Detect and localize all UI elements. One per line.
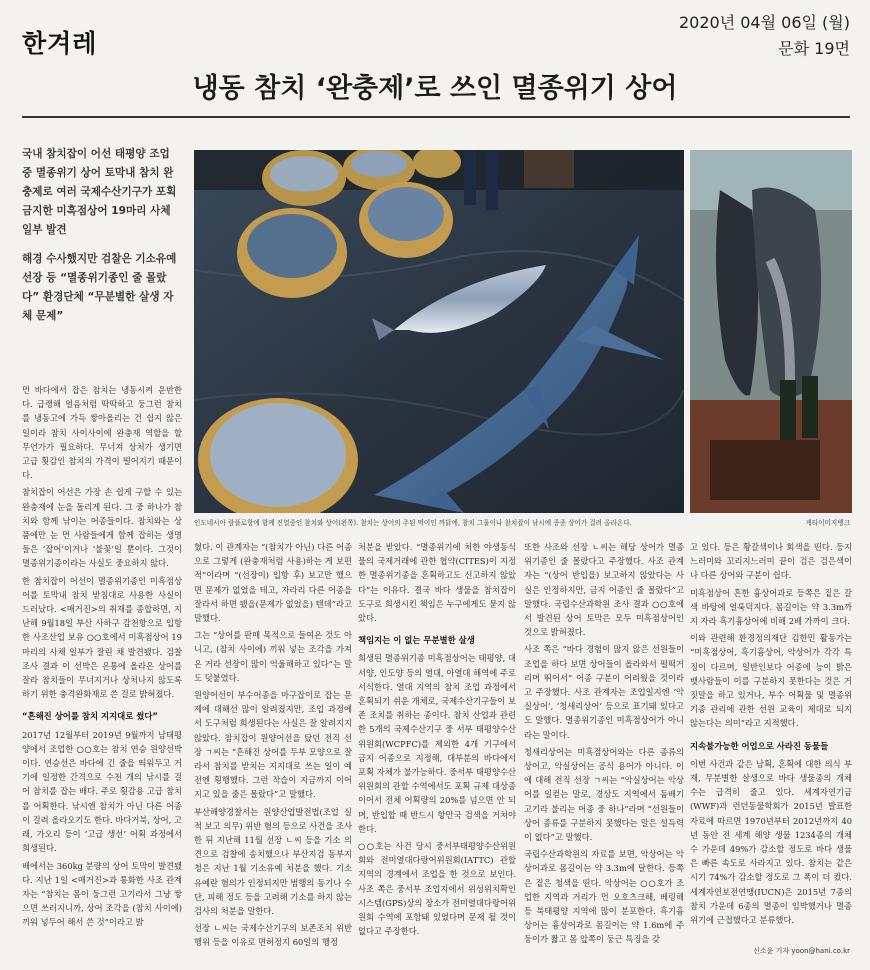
article-paragraph: 먼 바다에서 잡은 참치는 냉동시켜 운반한다. 급랭해 얼음처럼 딱딱하고 둥그런 참치를 냉동고에 가득 쌓아올리는 건 쉽지 않은 일이라 참치 사이사이에 완충재 역할을 할 무언가가 필요하다. 무너져 상처가 생기면 고급 횟감인 참치의 가격이 떨어지기 때문이다.	[22, 385, 182, 481]
reporter-byline: 신소윤 기자 yoon@hani.co.kr	[753, 947, 850, 955]
fish-market-photo	[194, 150, 684, 513]
article-paragraph: 고 있다. 등은 황갈색이나 회색을 띤다. 등지느러미와 꼬리지느러미 끝이 검은 검은색이나 다른 상어와 구분이 쉽다.	[690, 542, 852, 581]
dateline	[679, 10, 850, 62]
article-paragraph: 또한 사조와 선장 ㄴ씨는 해당 상어가 멸종위기종인 줄 몰랐다고 주장했다. 사조 관계자는 “(상어 반입을) 보고하지 않았다는 사실은 인정하지만, 금지 어종인 줄 몰랐다”고 말했다. 국립수산과학원 조사 결과 ○○호에서 발견된 상어 토막은 모두 미흑점상어인 것으로 밝혀졌다.	[524, 542, 684, 638]
article-paragraph: 이번 사건과 같은 남획, 혼획에 대한 의식 부재, 무분별한 살생으로 바다 생물종의 개체 수는 급격히 줄고 있다. 세계자연기금(WWF)과 런던동물학회가 2015년 발표한 자료에 따르면 1970년부터 2012년까지 40년 동안 전 세계 해양 생물 1234종의 개체 수 가운데 49%가 감소할 정도로 바다 생물은 빠른 속도로 사라지고 있다. 참치는 같은 시기 74%가 감소할 정도로 그 폭이 더 컸다. 세계자연보전연맹(IUCN)은 2015년 7종의 참치 가운데 6종의 멸종이 임박했거나 멸종위기에 근접했다고 분류했다.	[690, 758, 852, 926]
article-paragraph: 처분을 받았다. “멸종위기에 처한 야생동식물의 국제거래에 관한 협약(CITES)이 지정한 멸종위기종을 혼획하고도 신고하지 않았다”는 이유다. 결국 바다 생물을 참치잡이 도구로 희생시킨 책임은 누구에게도 묻지 않았다.	[358, 542, 516, 624]
article-paragraph: 이와 관련해 환경정의재단 김한민 활동가는 “미흑점상어, 흑기흉상어, 악상어가 각각 특징이 다르며, 일반인보다 어종에 능이 밝은 뱃사람들이 이를 구분하지 못한다는 것은 거짓말을 하고 있거나, 부수 어획물 및 멸종위기종 관리에 관한 선원 교육이 제대로 되지 않는다는 의미”라고 지적했다.	[690, 633, 852, 729]
article-paragraph: 사조 쪽은 “바다 경험이 많지 않은 선원들이 조업을 하다 보면 상어들이 올라와서 펄떡거리며 뛰어서” 어종 구분이 어려웠을 것이라고 주장했다. 사조 관계자는 조업일지엔 ‘악실상어’, ‘청새리상어’ 등으로 표기돼 있다고도 말했다. 멸종위기종인 미흑점상어가 아니라는 말이다.	[524, 644, 684, 740]
photo-credit: 게티이미지뱅크	[805, 519, 850, 527]
section-subhead: “흔해진 상어를 참치 지지대로 썼다”	[22, 711, 158, 722]
article-paragraph: 그는 “상어를 판매 목적으로 들여온 것도 아니고, (참치 사이에) 끼워 넣는 조각을 가져온 거라 선장이 많이 억울해하고 있다”는 말도 덧붙였다.	[194, 630, 352, 683]
article-paragraph: 배에서는 360kg 분량의 상어 토막이 발견됐다. 지난 1일 <매거진>과 통화한 사조 관계자는 “참치는 몸이 둥그런 고기라서 그냥 쌓으면 쓰러지니까, 상어 조각을 (참치 사이에) 끼워 넣두어 해서 쓴 것”이라고 밝	[22, 860, 182, 928]
sub-headline-2: 해경 수사했지만 검찰은 기소유예 선장 등 “멸종위기종인 줄 몰랐다” 환경단체 “무분별한 살생 자체 문제”	[22, 253, 177, 322]
section-subhead: 지속불가능한 어업으로 사라진 동물들	[690, 740, 829, 751]
article-column-4	[524, 540, 684, 960]
article-paragraph: 미흑점상어 흔한 흉상어과로 등쪽은 짙은 갈색 바탕에 얼룩덕지다. 몸길이는 약 3.3m까지 자라 흑기흉상어에 비해 2배 가까이 크다.	[690, 587, 852, 627]
photo-caption: 인도네시아 람플로항에 함께 진열중인 참치와 상어(왼쪽). 참치는 상어의 주된 먹이인 까닭에, 참치 그물이나 참치잡이 낚시에 종종 상어가 걸려 올라온다.	[194, 519, 632, 527]
article-paragraph: 혔다. 이 관계자는 “(참치가 아닌) 다른 어종으로 그렇게 (완충재처럼 사용)하는 게 보편적”이라며 “(선장이) 입항 후) 보고만 했으면 문제가 없었을 테고, 자라리 다른 어종을 잘라서 하면 됐을(문제가 없었을) 텐데”라고 말했다.	[194, 542, 352, 624]
article-paragraph: 선장 ㄴ씨는 국제수산기구의 보존조치 위반 행위 등을 이유로 면허정지 60일의 행정	[194, 923, 352, 948]
sub-headline-1: 국내 참치잡이 어선 태평양 조업 중 멸종위기 상어 토막내 참치 완충제로 여러 국제수산기구가 포획 금지한 미흑점상어 19마리 사체 일부 발견	[22, 148, 177, 236]
article-paragraph: 부산해양경찰서는 원양산업발전법(조업 실적 보고 의무) 위반 혐의 등으로 사건을 조사한 뒤 지난해 11월 선장 ㄴ씨 등을 기소 의견으로 검찰에 송치했으나 부산지검 동부지청은 지난 1월 기소유예 처분을 했다. 기소유예란 혐의가 인정되지만 범행의 동기나 수단, 피해 정도 등을 고려해 기소를 하지 않는 검사의 처분을 말한다.	[194, 806, 352, 917]
article-paragraph: 한 참치잡이 어선이 멸종위기종인 미흑점상어를 토막내 참치 받침대로 사용한 사실이 드러났다. <매거진>의 취재를 종합하면, 지난해 9월18일 부산 사하구 감천항으로 입항한 사조산업 보유 ○○호에서 미흑점상어 19마리의 사체 일부가 잘린 채 발견됐다. 검찰 조사 결과 이 선박은 온통에 올라온 상어를 잘라 참치들이 무너지거나 상처나지 않도록 하기 위한 충격완화재로 쓴 걸로 밝혀졌다.	[22, 575, 182, 700]
article-column-1	[22, 383, 182, 963]
publish-date: 2020년 04월 06일 (월)	[678, 13, 850, 32]
newspaper-masthead: 한겨레	[22, 29, 98, 58]
hanging-tuna-photo	[690, 150, 852, 513]
article-column-2	[194, 540, 352, 960]
article-column-3	[358, 540, 516, 960]
section-subhead: 책임지는 이 없는 무분별한 살생	[358, 635, 475, 646]
headline-rule	[22, 116, 850, 118]
sub-headlines	[22, 145, 182, 336]
article-headline: 냉동 참치 ‘완충제’로 쓰인 멸종위기 상어	[192, 73, 678, 104]
article-column-5	[690, 540, 852, 960]
article-paragraph: ○○호는 사건 당시 중서부태평양수산위원회와 전미열대다랑어위원회(IATTC) 관할 지역의 경계에서 조업을 한 것으로 보인다. 사조 쪽은 중서부 조업지에서 위성위치확인시스템(GPS)상의 장소가 전미열대다랑어위원회 수역에 포함돼 있었다며 문제 될 것이 없다고 주장한다.	[358, 841, 516, 937]
article-paragraph: 2017년 12월부터 2019년 9월까지 남태평양에서 조업한 ○○호는 참치 연승 원양선박이다. 연승선은 바다에 긴 줄을 띄워두고 거기에 일정한 간격으로 수천 개의 낚시를 걸어 참치를 잡는 배다. 주로 횟감용 고급 참치를 어획한다. 낚시엔 참치가 아닌 다른 어종이 걸려 올라오기도 한다. 바다거북, 상어, 고래, 가오리 등이 ‘고급 생선’ 어획 과정에서 희생된다.	[22, 729, 182, 854]
article-paragraph: 청새리상어는 미흑점상어와는 다른 종류의 상어고, 악실상어는 공식 용어가 아니다. 이에 대해 전직 선장 ㄱ씨는 “악실상어는 악상어를 일컫는 말로, 경상도 지역에서 돔배기 고기라 불리는 어종 중 하나”라며 “선원들이 상어 종류를 구분하지 못했다는 말은 설득력이 없다”고 말했다.	[524, 746, 684, 843]
article-paragraph: 국립수산과학원의 자료를 보면, 악상어는 악상어과로 몸길이는 약 3.3m에 달한다. 등쪽은 짙은 청색을 띤다. 악상어는 ○○호가 조업한 지역과 거리가 먼 오호츠크해, 베링해 등 북태평양 지역에 많이 분포한다. 흑기흉상어는 흉상어과로 몸길이는 약 1.6m에 주둥이가 짧고 몸 앞쪽이 둥근 특징을 갖	[524, 849, 684, 945]
article-paragraph: 참치잡이 어선은 가장 손 쉽게 구할 수 있는 완충재에 눈을 돌리게 된다. 그 중 하나가 참치와 함께 낚이는 어종들이다. 참치와는 상품에만 눈 먼 사람들에게 함께 잡히는 생명들은 ‘잡어’이거나 ‘불꽃’일 뿐이다. 그것이 멸종위기종이라는 사실도 중요하지 않다.	[22, 487, 182, 569]
section-page: 문화 19면	[778, 39, 850, 58]
article-paragraph: 원양어선이 부수어종을 마구잡이로 잡는 문제에 대해선 많이 알려졌지만, 조업 과정에서 도구처럼 희생된다는 사실은 잘 알려지지 않았다. 참치잡이 원양어선을 탔던 전직 선장 ㄱ씨는 “흔해진 상어를 두부 모양으로 잘라서 참치를 받치는 지지대로 쓰는 일이 예전엔 횡행했다. 그런 작습이 지금까지 이어지고 있을 줄은 몰랐다”고 말했다.	[194, 690, 352, 800]
article-paragraph: 희생된 멸종위기종 미흑점상어는 태평양, 대서양, 인도양 등의 열대, 아열대 해역에 주로 서식한다. 열대 지역의 참치 조업 과정에서 혼획되기 쉬운 개체로, 국제수산기구들이 보존 조치를 취하는 종이다. 참치 산업과 관련한 5개의 국제수산기구 중 서부 태평양수산위원회(WCPFC)를 제외한 4개 기구에서 금지 어종으로 지정해, 대부분의 바다에서 포획 자체가 불가능하다. 중서부 태평양수산위원회의 관할 수역에서도 포획 규제 대상종이어서 전체 어획량의 20%를 넘으면 안 되며, 반입할 때 반드시 항만국 검색을 거쳐야 한다.	[358, 653, 516, 834]
